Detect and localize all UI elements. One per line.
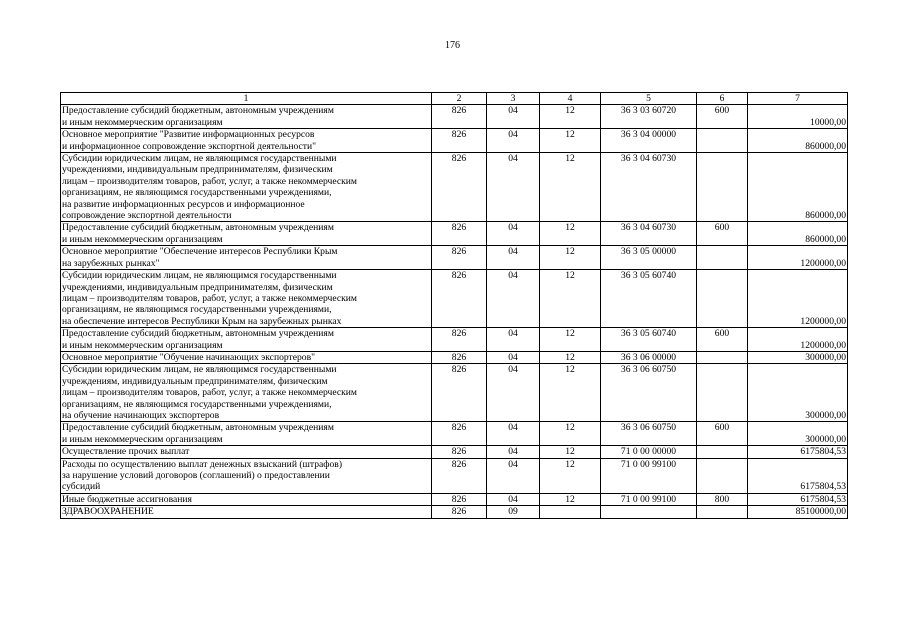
row-amount: 10000,00: [748, 105, 848, 129]
header-cell-4: 4: [540, 93, 601, 105]
row-section-code: 04: [487, 493, 540, 505]
row-subsection-code: 12: [540, 458, 601, 493]
row-description: Предоставление субсидий бюджетным, автономным учреждениям и иным некоммерческим организациям: [61, 328, 432, 352]
row-description: Основное мероприятие "Развитие информационных ресурсов и информационное сопровождение экспортной деятельности": [61, 129, 432, 153]
row-section-code: 04: [487, 422, 540, 446]
row-section-code: 04: [487, 270, 540, 328]
row-section-code: 04: [487, 246, 540, 270]
table-row: [61, 364, 848, 422]
row-expense-type: [697, 446, 748, 458]
table-row: [61, 270, 848, 328]
row-ministry-code: 826: [432, 105, 487, 129]
row-amount: 85100000,00: [748, 506, 848, 518]
row-section-code: 04: [487, 222, 540, 246]
row-amount: 6175804,53: [748, 458, 848, 493]
row-description: Расходы по осуществлению выплат денежных взысканий (штрафов) за нарушение условий договоров (соглашений) о предоставлении субсидий: [61, 458, 432, 493]
row-ministry-code: 826: [432, 246, 487, 270]
row-expense-type: [697, 351, 748, 363]
header-cell-3: 3: [487, 93, 540, 105]
row-description: Предоставление субсидий бюджетным, автономным учреждениям и иным некоммерческим организациям: [61, 422, 432, 446]
row-expense-type: 800: [697, 493, 748, 505]
row-section-code: 04: [487, 153, 540, 222]
row-expense-type: [697, 129, 748, 153]
row-amount: 1200000,00: [748, 328, 848, 352]
row-expense-type: [697, 270, 748, 328]
table-row: [61, 105, 848, 129]
row-section-code: 09: [487, 506, 540, 518]
row-target-article: 71 0 00 99100: [601, 458, 697, 493]
row-description: Иные бюджетные ассигнования: [61, 493, 432, 505]
row-ministry-code: 826: [432, 493, 487, 505]
row-subsection-code: 12: [540, 351, 601, 363]
row-description: ЗДРАВООХРАНЕНИЕ: [61, 506, 432, 518]
row-amount: 300000,00: [748, 422, 848, 446]
row-subsection-code: 12: [540, 364, 601, 422]
row-ministry-code: 826: [432, 446, 487, 458]
row-target-article: 36 3 04 00000: [601, 129, 697, 153]
row-amount: 860000,00: [748, 153, 848, 222]
header-cell-1: 1: [61, 93, 432, 105]
row-section-code: 04: [487, 458, 540, 493]
row-target-article: 36 3 05 60740: [601, 328, 697, 352]
row-section-code: 04: [487, 351, 540, 363]
table-row: [61, 328, 848, 352]
table-row: [61, 422, 848, 446]
row-section-code: 04: [487, 364, 540, 422]
row-target-article: 36 3 06 60750: [601, 364, 697, 422]
row-amount: 860000,00: [748, 129, 848, 153]
row-expense-type: [697, 246, 748, 270]
row-expense-type: 600: [697, 105, 748, 129]
row-subsection-code: 12: [540, 129, 601, 153]
row-amount: 6175804,53: [748, 446, 848, 458]
row-subsection-code: 12: [540, 422, 601, 446]
header-cell-7: 7: [748, 93, 848, 105]
row-ministry-code: 826: [432, 351, 487, 363]
row-target-article: 36 3 06 60750: [601, 422, 697, 446]
row-ministry-code: 826: [432, 328, 487, 352]
row-target-article: 36 3 04 60730: [601, 222, 697, 246]
budget-table: [60, 92, 848, 519]
row-subsection-code: 12: [540, 446, 601, 458]
table-row: [61, 246, 848, 270]
row-ministry-code: 826: [432, 129, 487, 153]
row-expense-type: [697, 458, 748, 493]
row-subsection-code: 12: [540, 328, 601, 352]
row-description: Предоставление субсидий бюджетным, автономным учреждениям и иным некоммерческим организациям: [61, 222, 432, 246]
row-subsection-code: [540, 506, 601, 518]
table-row: [61, 153, 848, 222]
row-section-code: 04: [487, 328, 540, 352]
row-description: Субсидии юридическим лицам, не являющимся государственными учреждениями, индивидуальным предпринимателям, физическим лицам – производителям товаров, работ, услуг, а также некоммерческим организациям, не являющимся государственными учреждениями, на развитие информационных ресурсов и информационное сопровождение экспортной деятельности: [61, 153, 432, 222]
row-subsection-code: 12: [540, 222, 601, 246]
header-cell-5: 5: [601, 93, 697, 105]
header-cell-6: 6: [697, 93, 748, 105]
table-row: [61, 446, 848, 458]
table-row: [61, 493, 848, 505]
row-subsection-code: 12: [540, 493, 601, 505]
row-section-code: 04: [487, 446, 540, 458]
row-expense-type: [697, 364, 748, 422]
row-description: Предоставление субсидий бюджетным, автономным учреждениям и иным некоммерческим организациям: [61, 105, 432, 129]
table-row: [61, 506, 848, 518]
row-amount: 300000,00: [748, 364, 848, 422]
row-ministry-code: 826: [432, 153, 487, 222]
table-row: [61, 129, 848, 153]
row-subsection-code: 12: [540, 270, 601, 328]
row-description: Осуществление прочих выплат: [61, 446, 432, 458]
row-ministry-code: 826: [432, 364, 487, 422]
row-subsection-code: 12: [540, 105, 601, 129]
row-ministry-code: 826: [432, 458, 487, 493]
row-expense-type: [697, 506, 748, 518]
row-ministry-code: 826: [432, 270, 487, 328]
row-expense-type: 600: [697, 222, 748, 246]
table-row: [61, 458, 848, 493]
row-ministry-code: 826: [432, 422, 487, 446]
header-cell-2: 2: [432, 93, 487, 105]
row-expense-type: 600: [697, 422, 748, 446]
table-row: [61, 222, 848, 246]
row-ministry-code: 826: [432, 506, 487, 518]
row-description: Субсидии юридическим лицам, не являющимся государственными учреждениями, индивидуальным предпринимателям, физическим лицам – производителям товаров, работ, услуг, а также некоммерческим организациям, не являющимся государственными учреждениями, на обеспечение интересов Республики Крым на зарубежных рынках: [61, 270, 432, 328]
row-description: Основное мероприятие "Обеспечение интересов Республики Крым на зарубежных рынках": [61, 246, 432, 270]
row-section-code: 04: [487, 105, 540, 129]
row-subsection-code: 12: [540, 153, 601, 222]
row-amount: 860000,00: [748, 222, 848, 246]
row-expense-type: [697, 153, 748, 222]
row-ministry-code: 826: [432, 222, 487, 246]
row-amount: 300000,00: [748, 351, 848, 363]
row-target-article: 71 0 00 00000: [601, 446, 697, 458]
row-target-article: [601, 506, 697, 518]
row-amount: 6175804,53: [748, 493, 848, 505]
row-target-article: 71 0 00 99100: [601, 493, 697, 505]
row-subsection-code: 12: [540, 246, 601, 270]
row-target-article: 36 3 04 60730: [601, 153, 697, 222]
table-row: [61, 351, 848, 363]
row-amount: 1200000,00: [748, 246, 848, 270]
row-description: Субсидии юридическим лицам, не являющимся государственными учреждениям, индивидуальным предпринимателям, физическим лицам – производителям товаров, работ, услуг, а также некоммерческим организациям, не являющимся государственными учреждениями, на обучение начинающих экспортеров: [61, 364, 432, 422]
table-header-row: [61, 93, 848, 105]
row-description: Основное мероприятие "Обучение начинающих экспортеров": [61, 351, 432, 363]
row-target-article: 36 3 05 60740: [601, 270, 697, 328]
row-expense-type: 600: [697, 328, 748, 352]
row-target-article: 36 3 06 00000: [601, 351, 697, 363]
row-section-code: 04: [487, 129, 540, 153]
page-number: 176: [445, 40, 460, 51]
row-target-article: 36 3 05 00000: [601, 246, 697, 270]
row-amount: 1200000,00: [748, 270, 848, 328]
row-target-article: 36 3 03 60720: [601, 105, 697, 129]
